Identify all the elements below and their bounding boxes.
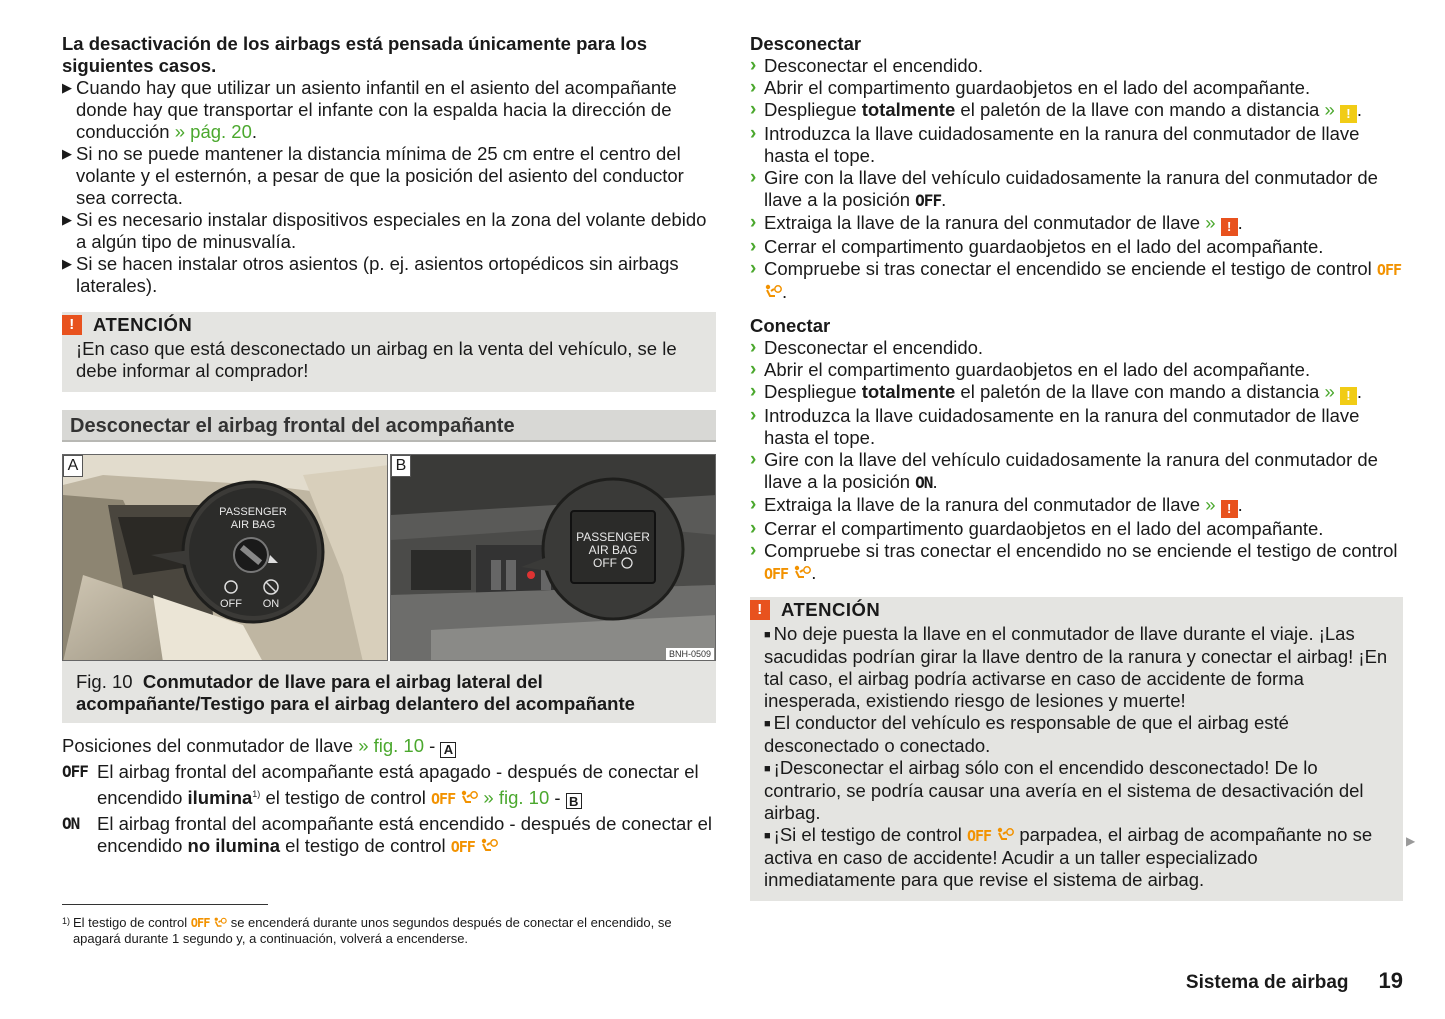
- step-item: › Desconectar el encendido.: [750, 55, 984, 76]
- section-title: Desconectar el airbag frontal del acompañante: [62, 410, 716, 442]
- airbag-icon: [793, 565, 811, 581]
- warning-item: ■ ¡Desconectar el airbag sólo con el encendido desconectado! De lo contrario, se podría causar una avería en el sistema de desactivación del airbag.: [764, 757, 1364, 823]
- triangle-bullet-icon: ▶: [62, 212, 72, 227]
- step-item: › Introduzca la llave cuidadosamente en la ranura del conmutador de llave hasta el tope.: [750, 405, 1360, 448]
- airbag-icon: [213, 917, 227, 929]
- chevron-right-icon: ›: [750, 381, 757, 402]
- triangle-bullet-icon: ▶: [62, 256, 72, 271]
- svg-text:OFF: OFF: [220, 598, 242, 610]
- svg-text:PASSENGER: PASSENGER: [576, 530, 650, 544]
- step-item: › Extraiga la llave de la ranura del conmutador de llave » ! .: [750, 494, 1243, 516]
- list-item: ▶ Si es necesario instalar dispositivos especiales en la zona del volante debido a algún tipo de minusvalía.: [62, 209, 707, 252]
- step-item: › Abrir el compartimento guardaobjetos en el lado del acompañante.: [750, 359, 1311, 380]
- warning-box: [750, 597, 1403, 901]
- warning-item: ■ ¡Si el testigo de control OFF parpadea, el airbag de acompañante no se activa en caso de accidente! Acudir a un taller especializado inmediatamente para que revise el sistema de airbag.: [764, 824, 1373, 890]
- position-key-on: ON: [62, 813, 80, 833]
- warning-link[interactable]: »: [1324, 99, 1335, 120]
- panel-ref-b: B: [566, 793, 582, 809]
- dashboard-illustration: [391, 455, 716, 661]
- bullet-list: [62, 77, 716, 297]
- position-on: ON El airbag frontal del acompañante está encendido - después de conectar el encendido no ilumina el testigo de control OFF: [62, 812, 713, 856]
- chevron-right-icon: ›: [750, 449, 757, 470]
- warning-text: ¡En caso que está desconectado un airbag en la venta del vehículo, se le debe informar al comprador!: [76, 338, 677, 381]
- disconnect-title: Desconectar: [750, 33, 862, 54]
- warning-icon: !: [1221, 218, 1238, 236]
- step-item: › Gire con la llave del vehículo cuidadosamente la ranura del conmutador de llave a la posición ON.: [750, 449, 1378, 492]
- step-item: › Compruebe si tras conectar el encendido no se enciende el testigo de control OFF .: [750, 540, 1398, 583]
- airbag-icon: [480, 838, 498, 854]
- figure-caption: Fig. 10 Conmutador de llave para el airbag lateral del acompañante/Testigo para el airbag delantero del acompañante: [62, 661, 716, 723]
- svg-text:AIR BAG: AIR BAG: [230, 519, 276, 531]
- warning-link[interactable]: »: [1205, 212, 1216, 233]
- page-footer: [1186, 970, 1403, 994]
- step-item: › Cerrar el compartimento guardaobjetos en el lado del acompañante.: [750, 518, 1324, 539]
- svg-text:PASSENGER: PASSENGER: [219, 506, 287, 518]
- chevron-right-icon: ›: [750, 359, 757, 380]
- chevron-right-icon: ›: [750, 236, 757, 257]
- fig-link[interactable]: » fig. 10: [483, 786, 550, 808]
- step-item: › Compruebe si tras conectar el encendido se enciende el testigo de control OFF .: [750, 258, 1402, 302]
- connect-title: Conectar: [750, 315, 831, 336]
- step-item: › Cerrar el compartimento guardaobjetos en el lado del acompañante.: [750, 236, 1324, 257]
- svg-text:OFF: OFF: [593, 556, 617, 570]
- footnote-divider: [62, 904, 268, 905]
- airbag-icon: [460, 790, 478, 806]
- chevron-right-icon: ›: [750, 77, 757, 98]
- chevron-right-icon: ›: [750, 55, 757, 76]
- intro-title: La desactivación de los airbags está pensada únicamente para los siguientes casos.: [62, 33, 648, 76]
- warning-link[interactable]: »: [1324, 381, 1335, 402]
- positions-intro: Posiciones del conmutador de llave » fig. 10 - A: [62, 735, 716, 758]
- warning-icon: !: [62, 315, 82, 335]
- left-column: [62, 33, 716, 858]
- warning-item: ■ No deje puesta la llave en el conmutador de llave durante el viaje. ¡Las sacudidas podrían girar la llave dentro de la ranura y conectar el airbag! ¡En tal caso, el airbag podría activarse en caso de accidente de forma inesperada, existiendo riesgo de lesiones y muerte!: [764, 623, 1388, 711]
- page-number: 19: [1378, 968, 1403, 993]
- svg-text:ON: ON: [262, 598, 280, 610]
- chevron-right-icon: ›: [750, 258, 757, 279]
- step-item: › Introduzca la llave cuidadosamente en la ranura del conmutador de llave hasta el tope.: [750, 123, 1360, 166]
- off-indicator: OFF: [966, 827, 992, 845]
- warning-icon: !: [750, 600, 770, 620]
- chevron-right-icon: ›: [750, 337, 757, 358]
- position-key-off: OFF: [62, 761, 88, 781]
- chevron-right-icon: ›: [750, 99, 757, 120]
- panel-label-b: B: [391, 455, 411, 477]
- triangle-bullet-icon: ▶: [62, 146, 72, 161]
- panel-label-a: A: [63, 455, 83, 477]
- step-item: › Abrir el compartimento guardaobjetos en el lado del acompañante.: [750, 77, 1311, 98]
- figure-panel-b: [390, 454, 716, 661]
- list-item: ▶ Cuando hay que utilizar un asiento infantil en el asiento del acompañante donde hay que transportar el infante con la espalda hacia la dirección de conducción » pág. 20.: [62, 77, 677, 142]
- chevron-right-icon: ›: [750, 494, 757, 515]
- footer-section: Sistema de airbag: [1185, 972, 1349, 993]
- caution-icon: !: [1340, 387, 1357, 405]
- warning-heading: ! ATENCIÓN: [62, 312, 702, 338]
- step-item: › Gire con la llave del vehículo cuidadosamente la ranura del conmutador de llave a la posición OFF.: [750, 167, 1378, 210]
- off-indicator: OFF: [190, 916, 210, 930]
- warning-link[interactable]: »: [1205, 494, 1216, 515]
- fig-link[interactable]: » fig. 10: [358, 735, 425, 756]
- list-item: ▶ Si no se puede mantener la distancia mínima de 25 cm entre el centro del volante y el esternón, a pesar de que la posición del asiento del conductor sea correcta.: [62, 143, 684, 208]
- step-item: › Despliegue totalmente el paletón de la llave con mando a distancia » ! .: [750, 381, 1363, 403]
- chevron-right-icon: ›: [750, 212, 757, 233]
- off-indicator: OFF: [431, 789, 456, 808]
- chevron-right-icon: ›: [750, 540, 757, 561]
- footnote: 1) El testigo de control OFF se encenderá durante unos segundos después de conectar el encendido, se apagará durante 1 segundo y, a continuación, volverá a encenderse.: [62, 915, 672, 946]
- figure-panel-a: [62, 454, 388, 661]
- right-column: [750, 33, 1403, 901]
- off-indicator: OFF: [764, 565, 789, 583]
- warning-box: [62, 312, 716, 392]
- chevron-right-icon: ›: [750, 405, 757, 426]
- warning-icon: !: [1221, 500, 1238, 518]
- chevron-right-icon: ›: [750, 123, 757, 144]
- off-indicator: OFF: [450, 837, 475, 856]
- off-indicator: OFF: [1376, 261, 1402, 279]
- airbag-icon: [764, 284, 782, 300]
- caution-icon: !: [1340, 105, 1357, 123]
- figure-ref: BNH-0509: [668, 649, 712, 659]
- triangle-bullet-icon: ▶: [62, 80, 72, 95]
- step-item: › Extraiga la llave de la ranura del conmutador de llave » ! .: [750, 212, 1243, 234]
- step-item: › Desconectar el encendido.: [750, 337, 984, 358]
- step-item: › Despliegue totalmente el paletón de la llave con mando a distancia » ! .: [750, 99, 1363, 121]
- panel-ref-a: A: [440, 742, 456, 758]
- svg-text:AIR BAG: AIR BAG: [588, 543, 638, 557]
- position-off-label: OFF: [915, 191, 942, 210]
- figure-10: [62, 454, 716, 661]
- glovebox-illustration: [63, 455, 388, 661]
- position-on-label: ON: [915, 473, 933, 492]
- chevron-right-icon: ›: [750, 167, 757, 188]
- chevron-right-icon: ›: [750, 518, 757, 539]
- list-item: ▶ Si se hacen instalar otros asientos (p. ej. asientos ortopédicos sin airbags laterales).: [62, 253, 679, 296]
- position-off: OFF El airbag frontal del acompañante está apagado - después de conectar el encendido ilumina$^{1)}$ el testigo de control OFF » fig. 10 - B: [62, 760, 699, 809]
- warning-heading: ! ATENCIÓN: [750, 597, 1389, 623]
- warning-item: ■ El conductor del vehículo es responsable de que el airbag esté desconectado o conectado.: [764, 712, 1289, 756]
- page-link[interactable]: » pág. 20: [174, 121, 252, 142]
- airbag-icon: [996, 827, 1014, 843]
- next-page-arrow-icon[interactable]: ▶: [1406, 834, 1416, 848]
